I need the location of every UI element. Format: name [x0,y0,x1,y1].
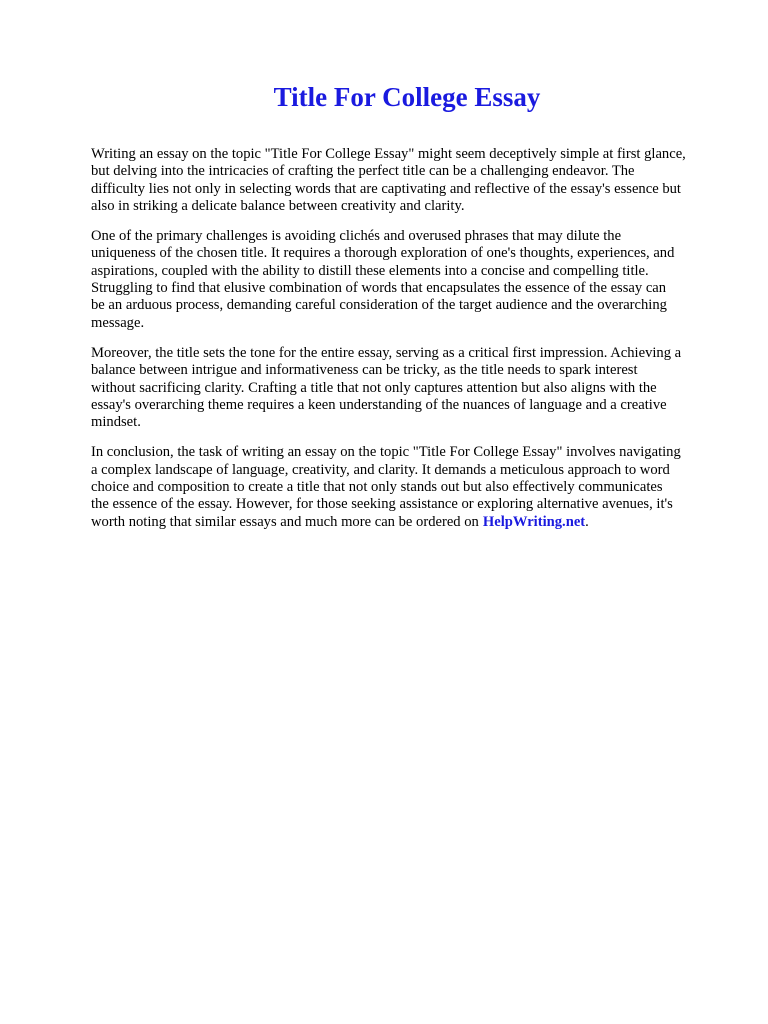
paragraph-conclusion [91,444,731,530]
paragraph-tone: Moreover, the title sets the tone for the entire essay, serving as a critical first impression. Achieving a balance between intrigue and informativeness can be tricky, as the title needs to spark interest without sacrificing clarity. Crafting a title that not only captures attention but also aligns with the essay's overarching theme requires a keen understanding of the nuances of language and a creative mindset. [91,344,682,431]
conclusion-text: In conclusion, the task of writing an essay on the topic "Title For College Essay" involves navigating a complex landscape of language, creativity, and clarity. It demands a meticulous approach to word choice and composition to create a title that not only stands out but also effectively communicates the essence of the essay. However, for those seeking assistance or exploring alternative avenues, it's worth noting that similar essays and much more can be ordered on [91,444,681,530]
conclusion-period: . [585,513,589,530]
paragraph-intro: Writing an essay on the topic "Title For College Essay" might seem deceptively simple at first glance, but delving into the intricacies of crafting the perfect title can be a challenging endeavor. The difficulty lies not only in selecting words that are captivating and reflective of the essay's essence but also in striking a delicate balance between creativity and clarity. [91,146,686,214]
page-title: Title For College Essay [273,82,541,112]
essay-body [91,146,731,544]
paragraph-challenges: One of the primary challenges is avoiding clichés and overused phrases that may dilute the uniqueness of the chosen title. It requires a thorough exploration of one's thoughts, experiences, and aspirations, coupled with the ability to distill these elements into a concise and compelling title. Struggling to find that elusive combination of words that encapsulates the essence of the essay can be an arduous process, demanding careful consideration of the target audience and the overarching message. [91,228,675,331]
helpwriting-link[interactable]: HelpWriting.net [482,513,586,530]
